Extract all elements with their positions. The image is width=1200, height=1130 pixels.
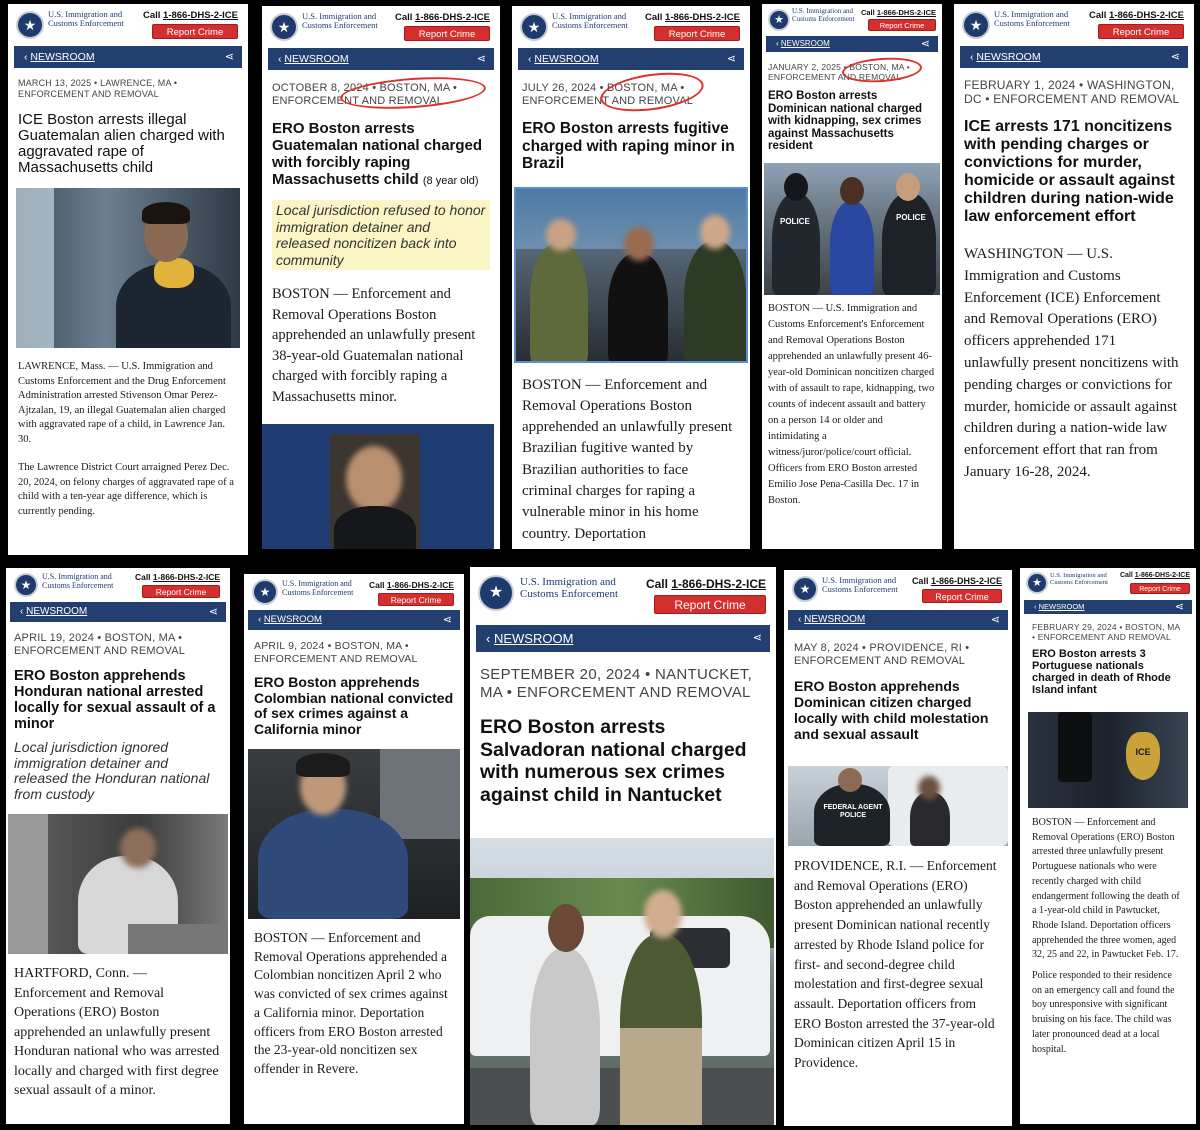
suspect-photo [262, 424, 494, 549]
tip-line[interactable]: Call 1-866-DHS-2-ICE [644, 12, 740, 23]
detainee-head [548, 904, 584, 952]
dhs-seal-icon[interactable]: ★ [792, 576, 818, 602]
tip-line[interactable]: Call 1-866-DHS-2-ICE [368, 580, 454, 590]
detainee [608, 253, 668, 363]
detainer-note: Local jurisdiction refused to honor immigration detainer and released noncitizen back into community [272, 200, 490, 270]
chevron-left-icon: ‹ [24, 51, 28, 63]
article-body: BOSTON — Enforcement and Removal Operations (ERO) Boston arrested three unlawfully present Portuguese nationals who were recently charged with child endangerment following the death of a 1-year-old child in Pawtucket, Rhode Island. Deportation officers apprehended the three women, aged 32, 25 and 22, in Pawtucket Feb. 17. Police responded to their residence on an emergency call and found the boy unresponsive with significant bruising on his face. The child was later pronounced dead at a local hospital. [1032, 817, 1180, 1055]
report-crime-button[interactable]: Report Crime [922, 589, 1002, 603]
article-body: BOSTON — Enforcement and Removal Operations Boston apprehended an unlawfully present 38-year-old Guatemalan national charged with forcibly raping a Massachusetts minor. [272, 286, 476, 405]
detainee-head [918, 776, 940, 800]
chevron-left-icon: ‹ [528, 53, 532, 65]
article-meta: OCTOBER 8, 2024 • BOSTON, MA • ENFORCEMENT AND REMOVAL [272, 82, 458, 107]
hair [142, 202, 190, 224]
officer-left [772, 193, 820, 295]
newsroom-bar[interactable]: ‹ NEWSROOM ⋖ [960, 46, 1188, 68]
share-icon[interactable]: ⋖ [1170, 51, 1180, 63]
detainer-note: Local jurisdiction ignored immigration detainer and released the Honduran national from custody [14, 739, 210, 802]
article-title[interactable]: ERO Boston apprehends Honduran national arrested locally for sexual assault of a minor [14, 668, 216, 732]
site-header [8, 4, 248, 46]
newsroom-bar[interactable]: ‹ NEWSROOM ⋖ [14, 46, 242, 68]
dhs-seal-icon[interactable]: ★ [520, 13, 548, 41]
arrest-photo [16, 188, 240, 348]
article-panel-9 [784, 570, 1012, 1126]
person-head [346, 446, 402, 512]
article-title[interactable]: ERO Boston arrests Dominican national charged with kidnapping, sex crimes against Massachusetts resident [768, 90, 922, 152]
red-annotation-circle [598, 67, 706, 117]
detainee-jacket [258, 809, 408, 919]
cell-wall [8, 814, 48, 954]
share-icon[interactable]: ⋖ [1174, 601, 1184, 613]
detainee-head [624, 227, 654, 261]
dhs-seal-icon[interactable]: ★ [252, 579, 278, 605]
report-crime-button[interactable]: Report Crime [1130, 583, 1190, 594]
agent-head [838, 768, 862, 792]
dhs-seal-icon[interactable]: ★ [478, 575, 514, 611]
article-body: BOSTON — Enforcement and Removal Operations Boston apprehended an unlawfully present Brazilian fugitive wanted by Brazilian authorities to face criminal charges for raping a vulnerable minor in his home country. Deportation [522, 376, 733, 542]
arrest-photo [248, 749, 460, 919]
site-header [784, 570, 1012, 608]
car-window [380, 749, 460, 839]
agent-vest-label: FEDERAL AGENT POLICE [823, 804, 883, 819]
site-header [1020, 568, 1196, 598]
article-meta: JULY 26, 2024 • BOSTON, MA • ENFORCEMENT AND REMOVAL [522, 82, 694, 107]
detainee-head [840, 177, 864, 205]
report-crime-button[interactable]: Report Crime [142, 585, 220, 598]
article-title[interactable]: ERO Boston arrests 3 Portuguese nationals charged in death of Rhode Island infant [1032, 648, 1171, 696]
article-meta: MARCH 13, 2025 • LAWRENCE, MA • ENFORCEMENT AND REMOVAL [18, 78, 178, 99]
agency-name: U.S. Immigration and Customs Enforcement [792, 7, 855, 23]
report-crime-button[interactable]: Report Crime [152, 24, 238, 39]
agency-name: U.S. Immigration and Customs Enforcement [1050, 572, 1108, 586]
newsroom-bar[interactable]: ‹ NEWSROOM ⋖ [788, 610, 1008, 630]
article-panel-4 [762, 4, 942, 549]
dhs-seal-icon[interactable]: ★ [16, 11, 44, 39]
article-body: WASHINGTON — U.S. Immigration and Customs Enforcement (ICE) Enforcement and Removal Operations (ERO) officers apprehended 171 unlawfully present noncitizens with pending charges or convictions for murder, homicide or assault against children during a nation-wide law enforcement effort that ran from January 16-28, 2024. [964, 246, 1179, 480]
officer-left-head [784, 173, 808, 201]
chevron-left-icon: ‹ [278, 53, 282, 65]
agent-photo [1028, 712, 1188, 808]
report-crime-button[interactable]: Report Crime [378, 593, 454, 606]
hair [296, 753, 350, 777]
report-crime-button[interactable]: Report Crime [868, 19, 936, 31]
tip-line[interactable]: Call 1-866-DHS-2-ICE [645, 577, 766, 591]
dhs-seal-icon[interactable]: ★ [962, 11, 990, 39]
article-meta: APRIL 19, 2024 • BOSTON, MA • ENFORCEMENT AND REMOVAL [14, 632, 186, 657]
tip-line[interactable]: Call 1-866-DHS-2-ICE [1088, 10, 1184, 21]
newsroom-bar[interactable]: ‹ NEWSROOM ⋖ [268, 48, 494, 70]
article-panel-7 [244, 574, 464, 1124]
seat [128, 924, 228, 954]
officer-right-head [896, 173, 920, 201]
agent-left [530, 243, 588, 363]
article-panel-8 [470, 567, 776, 1125]
agent-right [684, 241, 746, 363]
article-panel-2 [262, 6, 500, 549]
article-title[interactable]: ERO Boston apprehends Dominican citizen charged locally with child molestation and sexual assault [794, 678, 989, 742]
agent-left-head [546, 219, 576, 251]
article-title[interactable]: ERO Boston arrests Salvadoran national charged with numerous sex crimes against child in Nantucket [480, 716, 747, 806]
agency-name: U.S. Immigration and Customs Enforcement [994, 9, 1070, 28]
site-header [512, 6, 750, 48]
site-header [954, 4, 1194, 46]
agency-name: U.S. Immigration and Customs Enforcement [552, 11, 628, 30]
article-meta: JANUARY 2, 2025 • BOSTON, MA • ENFORCEMENT AND REMOVAL [768, 62, 910, 82]
article-meta: FEBRUARY 1, 2024 • WASHINGTON, DC • ENFORCEMENT AND REMOVAL [964, 78, 1180, 106]
article-panel-10 [1020, 568, 1196, 1124]
article-title[interactable]: ICE Boston arrests illegal Guatemalan alien charged with aggravated rape of Massachusetts child [18, 111, 225, 176]
tip-line[interactable]: Call 1-866-DHS-2-ICE [911, 576, 1002, 586]
person-jacket [334, 506, 416, 549]
agent-right-head [700, 215, 730, 249]
site-header [244, 574, 464, 610]
detainee [530, 948, 600, 1125]
chevron-left-icon: ‹ [258, 614, 262, 625]
chevron-left-icon: ‹ [20, 606, 24, 617]
newsroom-bar[interactable]: ‹ NEWSROOM ⋖ [1024, 600, 1192, 614]
detainee-head [120, 828, 156, 868]
dhs-seal-icon[interactable]: ★ [14, 573, 38, 597]
detainee [830, 201, 874, 295]
article-body: BOSTON — U.S. Immigration and Customs Enforcement's Enforcement and Removal Operations Boston apprehended an unlawfully present 46-year-old Dominican noncitizen charged with of assault to rape, kidnapping, two counts of indecent assault and battery on a person 14 or older and intimidating a witness/juror/police/court official. Officers from ERO Boston arrested Emilio Jose Pena-Casilla Dec. 17 in Boston. [768, 302, 935, 506]
arrest-photo [8, 814, 228, 954]
agency-name: U.S. Immigration and Customs Enforcement [302, 11, 378, 30]
tip-line[interactable]: Call 1-866-DHS-2-ICE [860, 8, 936, 17]
agency-name: U.S. Immigration and Customs Enforcement [520, 576, 619, 600]
share-icon[interactable]: ⋖ [726, 53, 736, 65]
newsroom-bar[interactable]: ‹ NEWSROOM ⋖ [248, 610, 460, 630]
report-crime-button[interactable]: Report Crime [1098, 24, 1184, 39]
arrest-photo [514, 187, 748, 363]
tip-line[interactable]: Call 1-866-DHS-2-ICE [142, 10, 238, 21]
chevron-left-icon: ‹ [970, 51, 974, 63]
tip-line[interactable]: Call 1-866-DHS-2-ICE [134, 572, 220, 582]
share-icon[interactable]: ⋖ [476, 53, 486, 65]
article-title[interactable]: ERO Boston apprehends Colombian national convicted of sex crimes against a California minor [254, 674, 454, 737]
dhs-seal-icon[interactable]: ★ [768, 9, 790, 31]
article-meta: APRIL 9, 2024 • BOSTON, MA • ENFORCEMENT AND REMOVAL [254, 640, 418, 665]
article-body: PROVIDENCE, R.I. — Enforcement and Removal Operations (ERO) Boston apprehended an unlawfully present Dominican national recently arrested by Rhode Island police for first- and second-degree child molestation and first-degree sexual assault. Deportation officers from ERO Boston arrested the 37-year-old Dominican citizen April 15 in Providence. [794, 858, 997, 1071]
police-label: POLICE [780, 216, 810, 226]
tip-line[interactable]: Call 1-866-DHS-2-ICE [394, 12, 490, 23]
newsroom-bar[interactable]: ‹ NEWSROOM ⋖ [518, 48, 744, 70]
article-body: HARTFORD, Conn. — Enforcement and Removal Operations (ERO) Boston apprehended an unlawfully present Honduran national who was arrested locally and charged with first degree sexual assault of a minor. [14, 966, 220, 1098]
article-panel-3 [512, 6, 750, 549]
tip-line[interactable]: Call 1-866-DHS-2-ICE [1119, 572, 1190, 579]
article-meta: FEBRUARY 29, 2024 • BOSTON, MA • ENFORCEMENT AND REMOVAL [1032, 622, 1180, 642]
ice-badge-icon: ICE [1126, 732, 1160, 780]
report-crime-button[interactable]: Report Crime [654, 595, 766, 614]
share-icon[interactable]: ⋖ [224, 51, 234, 63]
article-title[interactable]: ICE arrests 171 noncitizens with pending charges or convictions for murder, homicide or assault against children during nation-wide law enforcement effort [964, 118, 1175, 225]
agent-shorts [620, 1028, 702, 1125]
report-crime-button[interactable]: Report Crime [404, 26, 490, 41]
dhs-seal-icon[interactable]: ★ [270, 13, 298, 41]
officer-right [882, 193, 936, 295]
window-glare [16, 188, 54, 348]
arrest-photo [470, 838, 774, 1125]
detainee [910, 792, 950, 846]
article-title[interactable]: ERO Boston arrests fugitive charged with raping minor in Brazil [522, 120, 735, 172]
chevron-left-icon: ‹ [776, 39, 779, 48]
agency-name: U.S. Immigration and Customs Enforcement [48, 9, 124, 28]
newsroom-bar[interactable]: ‹ NEWSROOM ⋖ [766, 36, 938, 52]
site-header [6, 568, 230, 602]
site-header [262, 6, 500, 48]
share-icon[interactable]: ⋖ [752, 632, 762, 644]
police-label: POLICE [896, 212, 926, 222]
holstered-weapon [1058, 712, 1092, 782]
agency-name: U.S. Immigration and Customs Enforcement [282, 579, 354, 597]
report-crime-button[interactable]: Report Crime [654, 26, 740, 41]
agent-head [644, 890, 682, 938]
site-header [470, 567, 776, 619]
share-icon[interactable]: ⋖ [920, 38, 930, 50]
chevron-left-icon: ‹ [798, 614, 802, 625]
article-meta: MAY 8, 2024 • PROVIDENCE, RI • ENFORCEMENT AND REMOVAL [794, 642, 970, 667]
dhs-seal-icon[interactable]: ★ [1026, 572, 1048, 594]
newsroom-bar[interactable]: ‹ NEWSROOM ⋖ [476, 625, 770, 652]
article-panel-1 [8, 4, 248, 555]
article-title[interactable]: ERO Boston arrests Guatemalan national charged with forcibly raping Massachusetts child (8 year old) [272, 120, 483, 188]
arrest-photo [788, 766, 1008, 846]
article-panel-5 [954, 4, 1194, 549]
article-panel-6 [6, 568, 230, 1124]
arrest-photo [764, 163, 940, 295]
share-icon[interactable]: ⋖ [990, 614, 1000, 626]
share-icon[interactable]: ⋖ [208, 606, 218, 618]
agency-name: U.S. Immigration and Customs Enforcement [42, 572, 114, 590]
agency-name: U.S. Immigration and Customs Enforcement [822, 575, 898, 594]
share-icon[interactable]: ⋖ [442, 614, 452, 626]
newsroom-bar[interactable]: ‹ NEWSROOM ⋖ [10, 602, 226, 622]
chevron-left-icon: ‹ [1034, 602, 1037, 611]
age-annotation: (8 year old) [422, 175, 479, 187]
article-body: BOSTON — Enforcement and Removal Operations apprehended a Colombian noncitizen April 2 who was convicted of sex crimes against a California minor. Deportation officers from ERO Boston arrested the 23-year-old noncitizen sex offender in Revere. [254, 930, 448, 1076]
chevron-left-icon: ‹ [486, 631, 491, 646]
yellow-hood [154, 258, 194, 288]
article-meta: SEPTEMBER 20, 2024 • NANTUCKET, MA • ENFORCEMENT AND REMOVAL [480, 666, 753, 701]
article-body: LAWRENCE, Mass. — U.S. Immigration and Customs Enforcement and the Drug Enforcement Administration arrested Stivenson Omar Perez-Ajtzalan, 19, an illegal Guatemalan alien charged with aggravated rape of a child, in Lawrence Jan. 30. The Lawrence District Court arraigned Perez Dec. 20, 2024, on felony charges of aggravated rape of a child with a ten-year age difference, which is currently pending. [18, 361, 234, 517]
site-header [762, 4, 942, 36]
